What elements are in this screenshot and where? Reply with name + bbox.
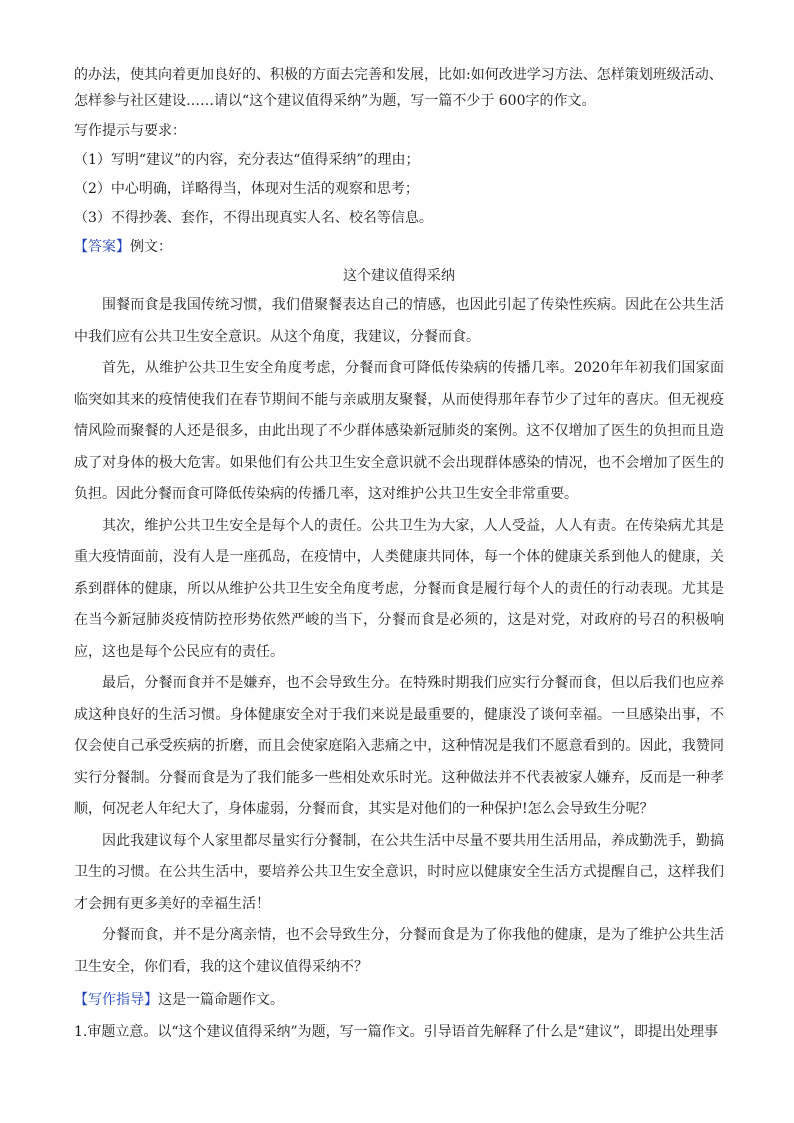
requirement-item-1: （1）写明“建议”的内容，充分表达“值得采纳”的理由； (74, 152, 420, 168)
requirement-item-3: （3）不得抄袭、套作，不得出现真实人名、校名等信息。 (74, 210, 433, 226)
essay-paragraph-6: 分餐而食，并不是分离亲情，也不会导致生分，分餐而食是为了你我他的健康，是为了维护公共生活卫生安全，你们看，我的这个建议值得采纳不？ (74, 927, 724, 975)
essay-paragraph-5: 因此我建议每个人家里都尽量实行分餐制，在公共生活中尽量不要共用生活用品，养成勤洗手，勤搞卫生的习惯。在公共生活中，要培养公共卫生安全意识，时时应以健康安全生活方式提醒自己，这样我们才会拥有更多美好的幸福生活！ (74, 832, 724, 912)
guide-item-1: 1.审题立意。以“这个建议值得采纳”为题，写一篇作文。引导语首先解释了什么是“建议”，即提出处理事 (74, 1024, 718, 1040)
guide-text: 这是一篇命题作文。 (158, 992, 284, 1008)
answer-tag: 【答案】 (74, 239, 130, 255)
answer-heading (74, 234, 724, 260)
essay-paragraph-2: 首先，从维护公共卫生安全角度考虑，分餐而食可降低传染病的传播几率。2020年年初我们国家面临突如其来的疫情使我们在春节期间不能与亲戚朋友聚餐，从而使得那年春节少了过年的喜庆。但无视疫情风险而聚餐的人还是很多，由此出现了不少群体感染新冠肺炎的案例。这不仅增加了医生的负担而且造成了对身体的极大危害。如果他们有公共卫生安全意识就不会出现群体感染的情况，也不会增加了医生的负担。因此分餐而食可降低传染病的传播几率，这对维护公共卫生安全非常重要。 (74, 360, 724, 502)
guide-tag: 【写作指导】 (74, 992, 158, 1008)
requirements-heading: 写作提示与要求： (74, 123, 186, 139)
requirement-item-2: （2）中心明确，详略得当，体现对生活的观察和思考； (74, 181, 419, 197)
essay-paragraph-1: 围餐而食是我国传统习惯，我们借聚餐表达自己的情感，也因此引起了传染性疾病。因此在公共生活中我们应有公共卫生安全意识。从这个角度，我建议，分餐而食。 (74, 297, 724, 345)
guide-heading (74, 985, 724, 1015)
prompt-line-1: 的办法，使其向着更加良好的、积极的方面去完善和发展，比如:如何改进学习方法、怎样策划班级活动、 (74, 67, 723, 83)
essay-paragraph-3: 其次，维护公共卫生安全是每个人的责任。公共卫生为大家，人人受益，人人有责。在传染病尤其是重大疫情面前，没有人是一座孤岛，在疫情中，人类健康共同体，每一个体的健康关系到他人的健康，关系到群体的健康，所以从维护公共卫生安全角度考虑，分餐而食是履行每个人的责任的行动表现。尤其是在当今新冠肺炎疫情防控形势依然严峻的当下，分餐而食是必须的，这是对党，对政府的号召的积极响应，这也是每个公民应有的责任。 (74, 517, 724, 660)
document-page (74, 62, 724, 1049)
answer-label: 例文： (130, 239, 172, 255)
essay-paragraph-4: 最后，分餐而食并不是嫌弃，也不会导致生分。在特殊时期我们应实行分餐而食，但以后我们也应养成这种良好的生活习惯。身体健康安全对于我们来说是最重要的，健康没了谈何幸福。一旦感染出事，不仅会使自己承受疾病的折磨，而且会使家庭陷入悲痛之中，这种情况是我们不愿意看到的。因此，我赞同实行分餐制。分餐而食是为了我们能多一些相处欢乐时光。这种做法并不代表被家人嫌弃，反而是一种孝顺，何况老人年纪大了，身体虚弱，分餐而食，其实是对他们的一种保护!怎么会导致生分呢？ (74, 675, 724, 817)
essay-title: 这个建议值得采纳 (343, 268, 455, 284)
prompt-line-2: 怎样参与社区建设……请以“这个建议值得采纳”为题，写一篇不少于 600字的作文。 (74, 93, 596, 109)
